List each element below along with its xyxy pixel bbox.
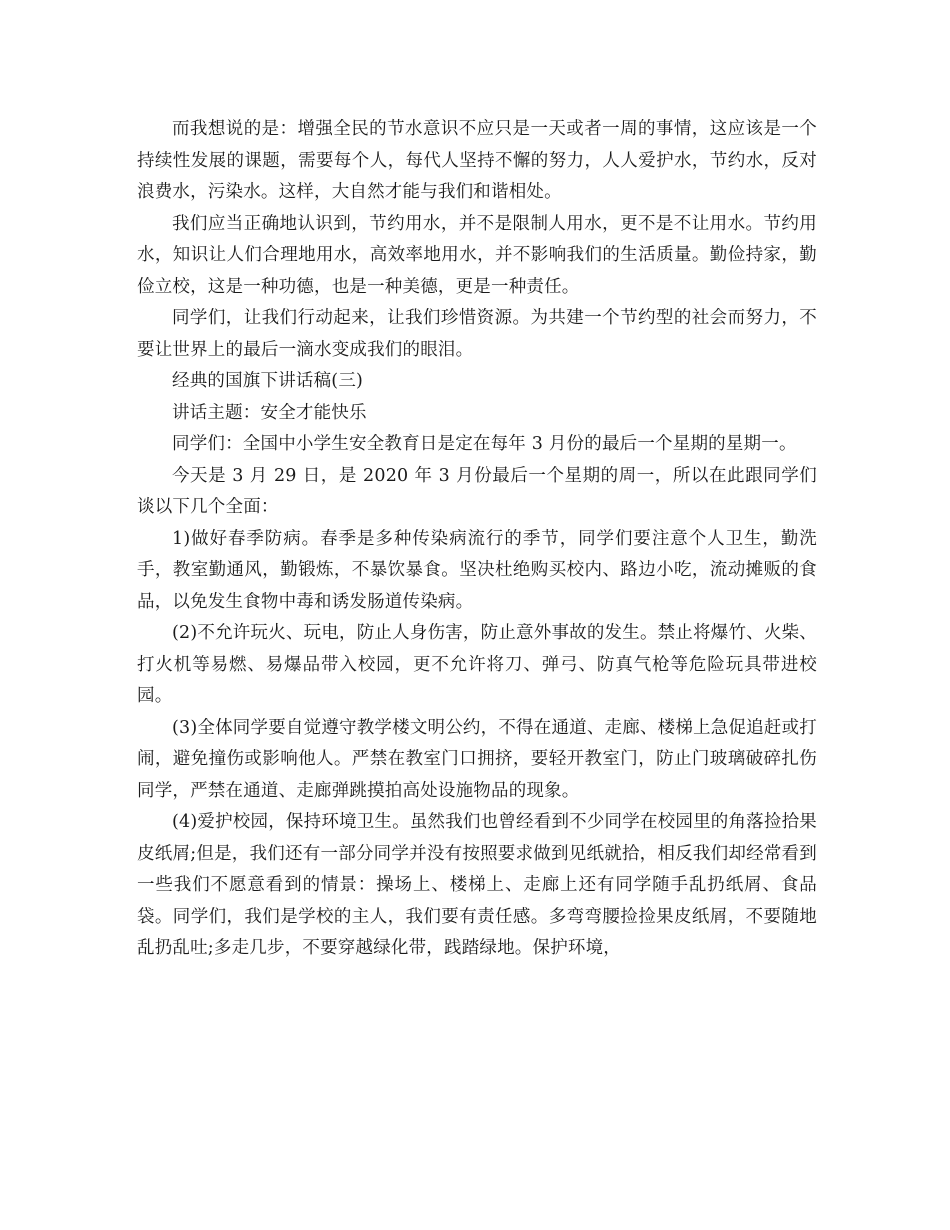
section-title: 经典的国旗下讲话稿(三): [172, 371, 364, 391]
paragraph-save-water: 我们应当正确地认识到，节约用水，并不是限制人用水，更不是不让用水。节约用水，知识让人们合理地用水，高效率地用水，并不影响我们的生活质量。勤俭持家，勤俭立校，这是一种功德，也是一种美德，更是一种责任。: [137, 213, 817, 297]
paragraph-item-1: 1)做好春季防病。春季是多种传染病流行的季节，同学们要注意个人卫生，勤洗手，教室勤通风，勤锻炼，不暴饮暴食。坚决杜绝购买校内、路边小吃，流动摊贩的食品，以免发生食物中毒和诱发肠道传染病。: [137, 528, 817, 612]
paragraph-item-2: (2)不允许玩火、玩电，防止人身伤害，防止意外事故的发生。禁止将爆竹、火柴、打火机等易燃、易爆品带入校园，更不允许将刀、弹弓、防真气枪等危险玩具带进校园。: [137, 623, 817, 706]
document-body: [137, 114, 817, 965]
paragraph-item-3: (3)全体同学要自觉遵守教学楼文明公约，不得在通道、走廊、楼梯上急促追赶或打闹，避免撞伤或影响他人。严禁在教室门口拥挤，要轻开教室门，防止门玻璃破碎扎伤同学，严禁在通道、走廊弹跳摸拍高处设施物品的现象。: [137, 717, 817, 801]
paragraph-today: 今天是 3 月 29 日，是 2020 年 3 月份最后一个星期的周一，所以在此跟同学们谈以下几个全面：: [137, 465, 817, 517]
paragraph-water-awareness: 而我想说的是：增强全民的节水意识不应只是一天或者一周的事情，这应该是一个持续性发展的课题，需要每个人，每代人坚持不懈的努力，人人爱护水，节约水，反对浪费水，污染水。这样，大自然才能与我们和谐相处。: [137, 119, 817, 202]
paragraph-call-to-action: 同学们，让我们行动起来，让我们珍惜资源。为共建一个节约型的社会而努力，不要让世界上的最后一滴水变成我们的眼泪。: [137, 308, 817, 360]
paragraph-item-4: (4)爱护校园，保持环境卫生。虽然我们也曾经看到不少同学在校园里的角落捡拾果皮纸屑;但是，我们还有一部分同学并没有按照要求做到见纸就拾，相反我们却经常看到一些我们不愿意看到的情景：操场上、楼梯上、走廊上还有同学随手乱扔纸屑、食品袋。同学们，我们是学校的主人，我们要有责任感。多弯弯腰捡捡果皮纸屑，不要随地乱扔乱吐;多走几步，不要穿越绿化带，践踏绿地。保护环境，: [137, 812, 817, 958]
paragraph-safety-day: 同学们：全国中小学生安全教育日是定在每年 3 月份的最后一个星期的星期一。: [172, 434, 797, 454]
speech-topic: 讲话主题：安全才能快乐: [172, 402, 367, 423]
